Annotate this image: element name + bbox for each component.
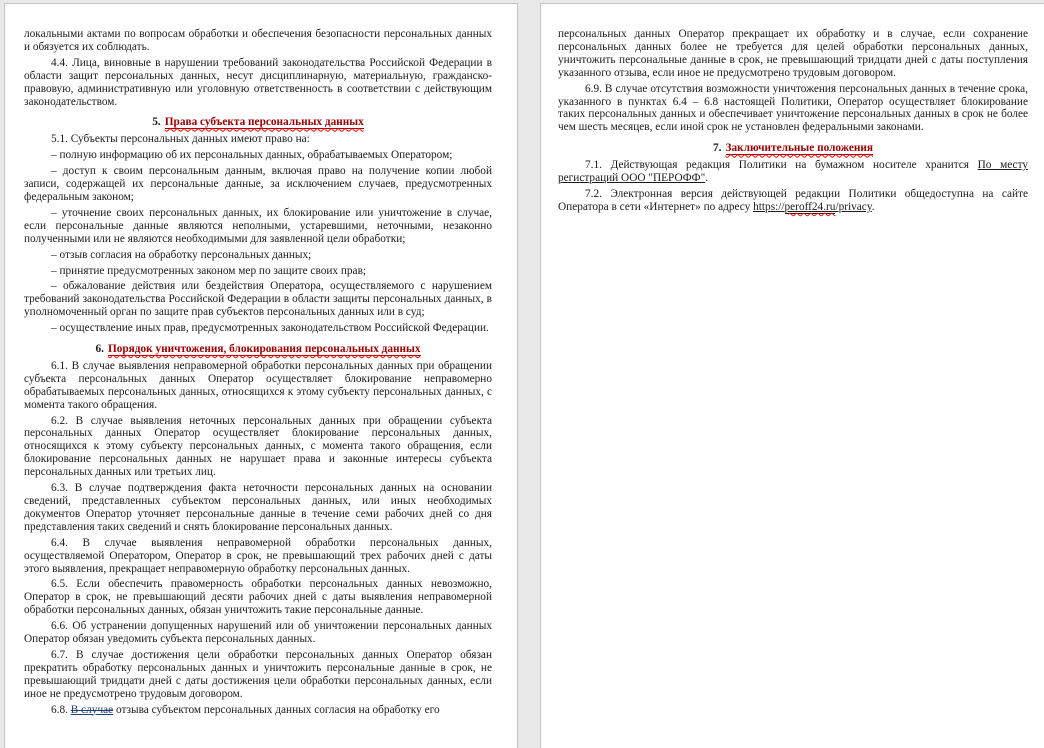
url-path[interactable]: /privacy	[835, 200, 872, 213]
section-7-heading	[558, 142, 1028, 155]
privacy-url[interactable]	[753, 201, 872, 214]
paragraph-continuation: персональных данных Оператор прекращает их обработку и в случае, если сохранение персональных данных более не требуется для целей обработки персональных данных, уничтожить персональные данные в срок, не превышающий тридцати дней с даты поступления указанного отзыва, если иное не предусмотрено трудовым договором.	[558, 28, 1028, 79]
inserted-text: По месту регистраций ООО "ПЕРОФФ"	[558, 159, 1028, 185]
clause-7-1-lead: 7.1. Действующая редакция Политики на бумажном носителе хранится	[585, 159, 978, 172]
rights-list-item: – уточнение своих персональных данных, их блокирование или уничтожение в случае, если персональные данные являются неполными, устаревшими, неточными, незаконно полученными или не являются необходимыми для заявленной цели обработки;	[24, 206, 492, 245]
section-5-heading	[24, 116, 492, 129]
url-scheme[interactable]: https://	[753, 200, 785, 213]
deleted-text: В случае	[70, 703, 114, 716]
clause-7-2-tail: .	[871, 200, 875, 213]
clause-6-2: 6.2. В случае выявления неточных персональных данных при обращении субъекта персональных данных Оператор осуществляет блокирование персональных данных, относящихся к этому субъекту персональных данных, с момента такого обращения, если блокирование персональных данных не нарушает права и законные интересы субъекта персональных данных или третьих лиц.	[24, 414, 492, 479]
section-7-number: 7.	[713, 142, 722, 155]
page-2	[540, 3, 1044, 748]
url-domain[interactable]: peroff24.ru	[784, 200, 836, 213]
section-5-number: 5.	[152, 116, 161, 129]
paragraph-continuation: локальными актами по вопросам обработки и обеспечения безопасности персональных данных и обязуется их соблюдать.	[24, 28, 492, 53]
section-5-title: Права субъекта персональных данных	[164, 116, 364, 129]
section-6-heading	[24, 343, 492, 356]
clause-4-4: 4.4. Лица, виновные в нарушении требований законодательства Российской Федерации в области защит персональных данных, несут дисциплинарную, материальную, гражданско-правовую, административную или уголовную ответственность в соответствии с действующим законодательством.	[24, 56, 492, 108]
clause-6-9: 6.9. В случае отсутствия возможности уничтожения персональных данных в течение срока, указанного в пунктах 6.4 – 6.8 настоящей Политики, Оператор осуществляет блокирование таких персональных данных и обеспечивает уничтожение персональных данных в срок не более чем шесть месяцев, если иной срок не установлен федеральными законами.	[558, 82, 1028, 134]
clause-6-3: 6.3. В случае подтверждения факта неточности персональных данных на основании сведений, представленных субъектом персональных данных, или иных необходимых документов Оператор уточняет персональные данные в течение семи рабочих дней со дня представления таких сведений и снять блокирование персональных данных.	[24, 482, 492, 533]
rights-list-item: – отзыв согласия на обработку персональных данных;	[51, 248, 312, 261]
section-6-number: 6.	[95, 343, 104, 356]
clause-6-1: 6.1. В случае выявления неправомерной обработки персональных данных при обращении субъекта персональных данных Оператор осуществляет блокирование неправомерно обрабатываемых персональных данных, относящихся к этому субъекту персональных данных, с момента такого обращения.	[24, 359, 492, 411]
clause-7-2-lead: 7.2. Электронная версия действующей редакции Политики общедоступна на сайте Оператора в сети «Интернет» по адресу	[558, 187, 1028, 213]
rights-list-item: – доступ к своим персональным данным, включая право на получение копии любой записи, содержащей их персональные данные, за исключением случаев, предусмотренных федеральным законом;	[24, 165, 492, 203]
clause-7-2	[558, 188, 1028, 214]
clause-6-5: 6.5. Если обеспечить правомерность обработки персональных данных невозможно, Оператор в срок, не превышающий десяти рабочих дней с даты выявления неправомерной обработки персональных данных, обязан уничтожить такие персональные данные.	[24, 578, 492, 617]
clause-6-8	[24, 704, 492, 717]
clause-6-8-rest: отзыва субъектом персональных данных согласия на обработку его	[113, 703, 440, 716]
page-1	[4, 3, 518, 748]
rights-list-item: – осуществление иных прав, предусмотренных законодательством Российской Федерации.	[51, 322, 489, 335]
rights-list-item: – обжалование действия или бездействия Оператора, осуществляемого с нарушением требований законодательства Российской Федерации в области защиты персональных данных, в уполномоченный орган по защите прав субъектов персональных данных или в суд;	[24, 280, 492, 319]
section-7-title: Заключительные положения	[725, 142, 873, 155]
clause-7-1	[558, 159, 1028, 185]
clause-6-8-number: 6.8.	[51, 703, 71, 716]
rights-list-item: – полную информацию об их персональных данных, обрабатываемых Оператором;	[51, 149, 453, 162]
clause-5-1: 5.1. Субъекты персональных данных имеют право на:	[51, 133, 310, 146]
rights-list-item: – принятие предусмотренных законом мер по защите своих прав;	[51, 264, 367, 277]
clause-7-1-tail: .	[705, 172, 709, 185]
clause-6-6: 6.6. Об устранении допущенных нарушений или об уничтожении персональных данных Оператор обязан уведомить субъекта персональных данных.	[24, 620, 492, 646]
section-6-title: Порядок уничтожения, блокирования персональных данных	[107, 343, 421, 356]
clause-6-7: 6.7. В случае достижения цели обработки персональных данных Оператор обязан прекратить обработку персональных данных и уничтожить персональные данные в срок, не превышающий тридцати дней с даты достижения цели обработки персональных данных, если иное не предусмотрено трудовым договором.	[24, 648, 492, 700]
clause-6-4: 6.4. В случае выявления неправомерной обработки персональных данных, осуществляемой Оператором, Оператор в срок, не превышающий трех рабочих дней с даты этого выявления, прекращает неправомерную обработку персональных данных.	[24, 536, 492, 575]
